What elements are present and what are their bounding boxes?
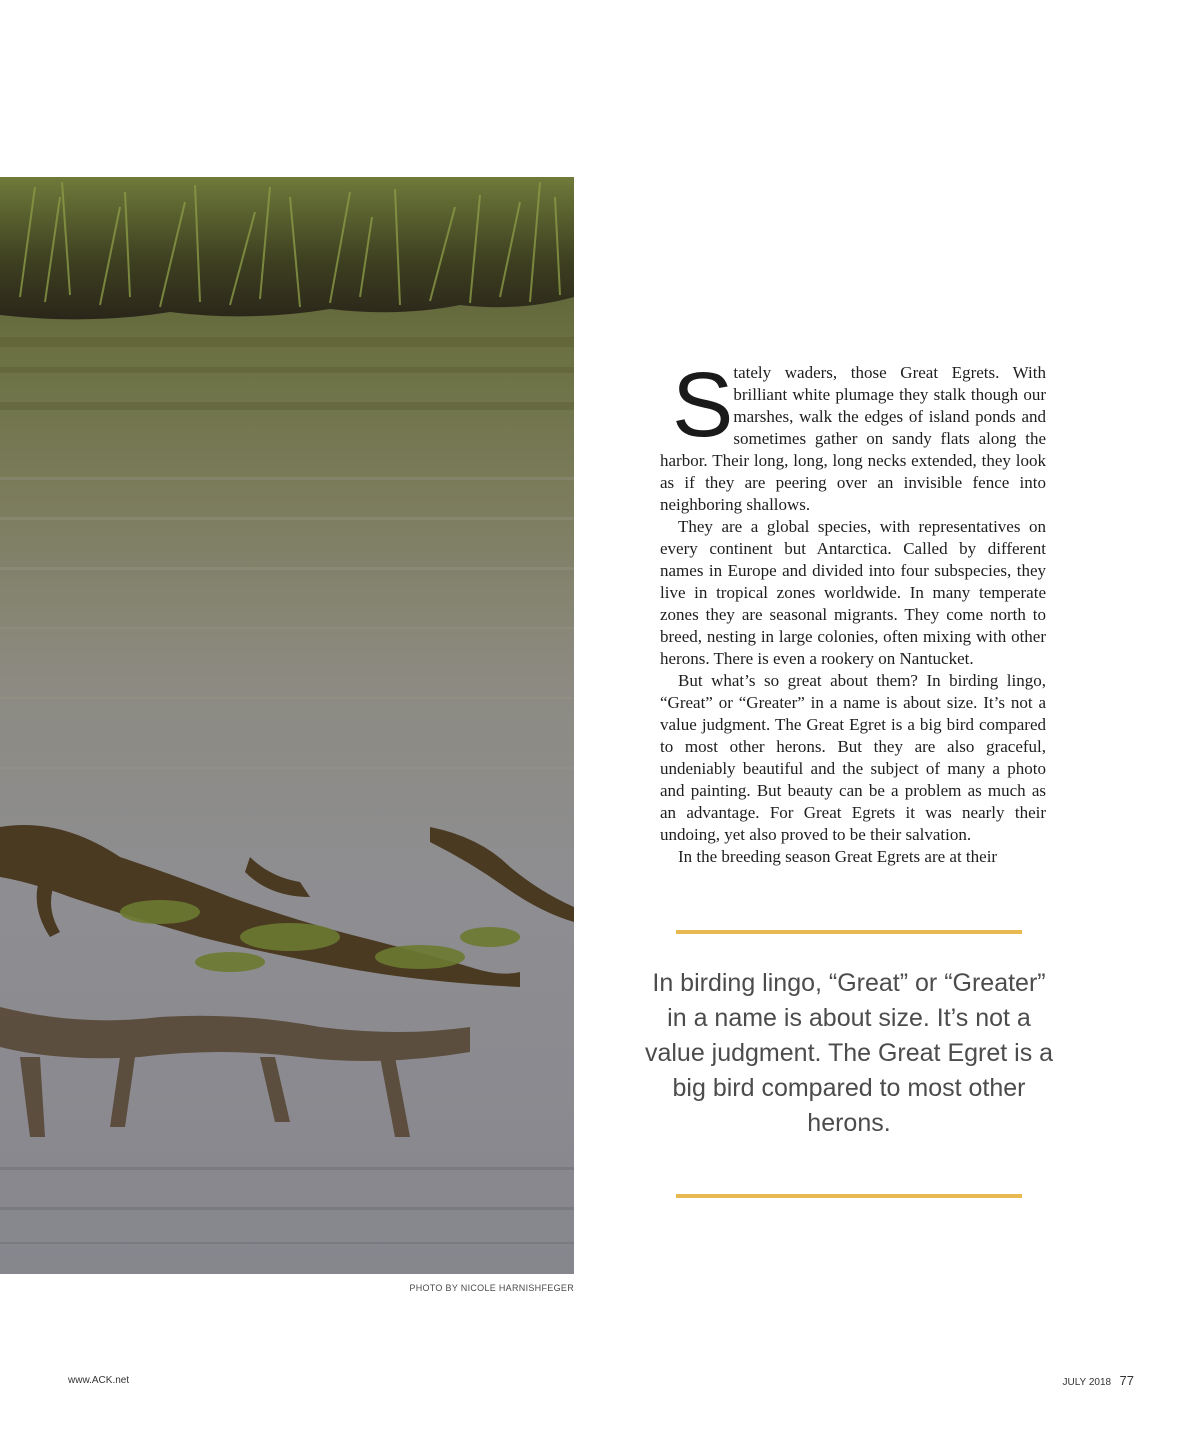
footer-website-url: www.ACK.net — [68, 1375, 130, 1386]
pull-quote-bottom-rule — [676, 1194, 1022, 1198]
article-paragraph-1-text: tately waders, those Great Egrets. With brilliant white plumage they stalk though our marshes, walk the edges of island ponds and sometimes gather on sandy flats along the harbor. Their long, long, long necks extended, they look as if they are peering over an invisible fence into neighboring shallows. — [660, 363, 1046, 514]
article-body — [660, 300, 1046, 868]
photo-credit: PHOTO BY NICOLE HARNISHFEGER — [409, 1283, 574, 1293]
page-number: 77 — [1119, 1373, 1134, 1388]
drop-cap: S — [672, 354, 732, 456]
footer-folio — [1063, 1372, 1134, 1390]
article-paragraph-2: They are a global species, with representatives on every continent but Antarctica. Called by different names in Europe and divided into four subspecies, they live in tropical zones worldwide. In many temperate zones they are seasonal migrants. They come north to breed, nesting in large colonies, often mixing with other herons. There is even a rookery on Nantucket. — [660, 517, 1046, 668]
article-paragraph-4: In the breeding season Great Egrets are at their — [678, 847, 998, 866]
article-paragraph-3: But what’s so great about them? In birding lingo, “Great” or “Greater” in a name is about size. It’s not a value judgment. The Great Egret is a big bird compared to most other herons. But they are also graceful, undeniably beautiful and the subject of many a photo and painting. But beauty can be a problem as much as an advantage. For Great Egrets it was nearly their undoing, yet also proved to be their salvation. — [660, 671, 1046, 844]
article-paragraph-1 — [660, 300, 1046, 516]
marsh-photo — [0, 177, 574, 1274]
drop-cap-spacer — [660, 300, 1046, 362]
marsh-photo-illustration — [0, 177, 574, 1274]
pull-quote-top-rule — [676, 930, 1022, 934]
pull-quote: In birding lingo, “Great” or “Greater” in a name is about size. It’s not a value judgment. The Great Egret is a big bird compared to most other herons. — [644, 969, 1054, 1137]
footer-issue-date: JULY 2018 — [1062, 1377, 1112, 1388]
